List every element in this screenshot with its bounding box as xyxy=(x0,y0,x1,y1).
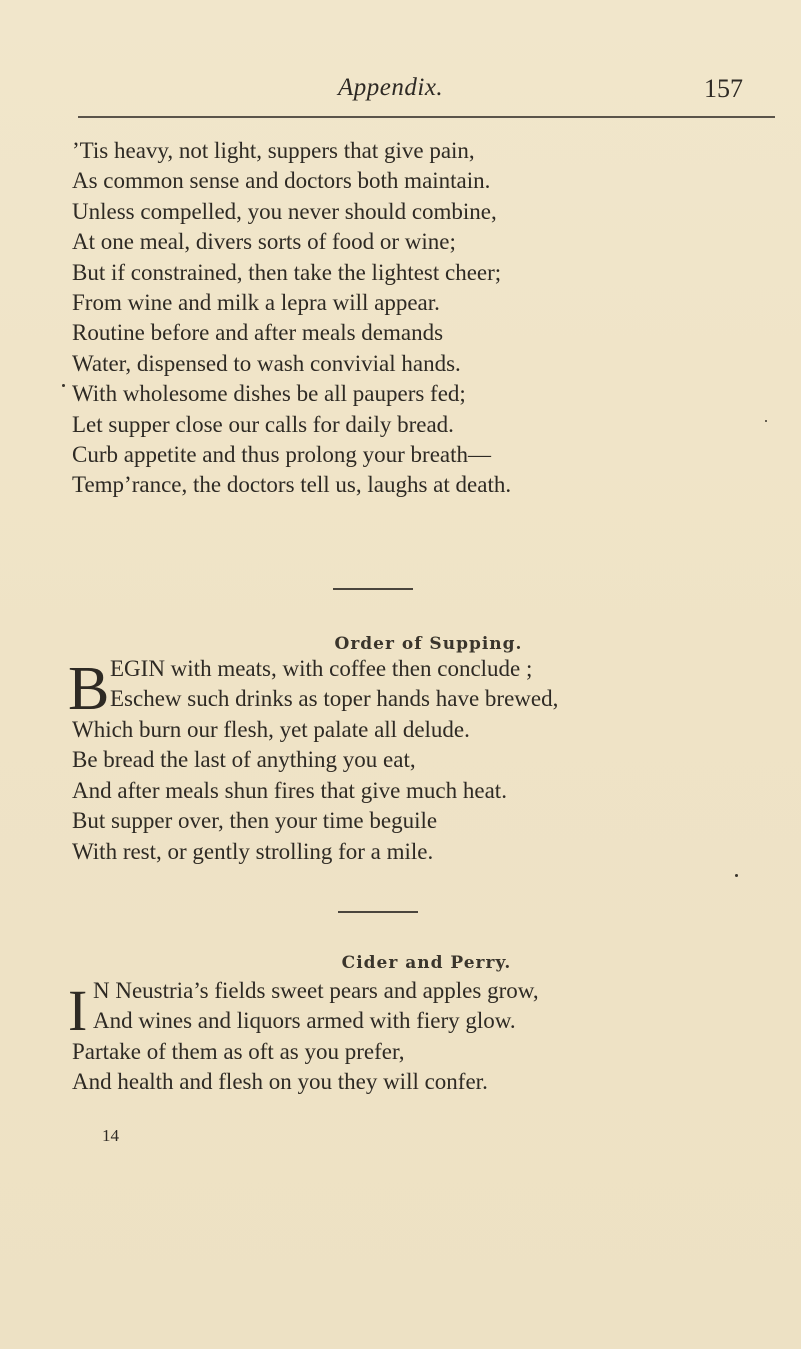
verse-line: With wholesome dishes be all paupers fed; xyxy=(72,381,466,407)
verse-line: And wines and liquors armed with fiery glow. xyxy=(93,1008,516,1034)
verse-line: But supper over, then your time beguile xyxy=(72,808,438,834)
verse-line: With rest, or gently strolling for a mile. xyxy=(72,838,434,864)
verse-line: EGIN with meats, with coffee then conclude ; xyxy=(110,656,533,681)
verse-line: As common sense and doctors both maintain. xyxy=(72,168,491,194)
verse-line: Temp’rance, the doctors tell us, laughs at death. xyxy=(72,472,512,498)
stanza-1 xyxy=(72,136,511,501)
verse-line: N Neustria’s fields sweet pears and apples grow, xyxy=(93,978,539,1003)
verse-line: And after meals shun fires that give much heat. xyxy=(72,777,507,803)
section-divider-1 xyxy=(333,588,413,590)
verse-line: From wine and milk a lepra will appear. xyxy=(72,289,440,315)
verse-line: Unless compelled, you never should combine, xyxy=(72,198,497,224)
verse-line: Water, dispensed to wash convivial hands. xyxy=(72,350,461,376)
verse-line: ’Tis heavy, not light, suppers that give pain, xyxy=(72,138,475,163)
section-heading-cider: Cider and Perry. xyxy=(341,953,512,973)
signature-mark: 14 xyxy=(102,1126,119,1145)
ink-speck xyxy=(765,420,767,422)
running-title: Appendix. xyxy=(338,74,444,101)
section-divider-2 xyxy=(338,911,418,913)
section-3-opening-lines xyxy=(93,976,539,1037)
section-2-opening-lines xyxy=(110,654,558,715)
verse-line: And health and flesh on you they will confer. xyxy=(72,1069,488,1095)
header-rule xyxy=(78,116,775,118)
verse-line: Curb appetite and thus prolong your breath— xyxy=(72,441,492,467)
ink-speck xyxy=(62,384,65,387)
verse-line: At one meal, divers sorts of food or wine; xyxy=(72,229,456,255)
verse-line: Routine before and after meals demands xyxy=(72,320,444,346)
stanza-2 xyxy=(72,715,507,867)
section-heading-supping: Order of Supping. xyxy=(334,634,523,654)
verse-line: Be bread the last of anything you eat, xyxy=(72,747,416,773)
verse-line: Let supper close our calls for daily bread. xyxy=(72,411,454,437)
ink-speck xyxy=(735,874,738,877)
drop-capital-b: B xyxy=(68,655,110,723)
verse-line: But if constrained, then take the lightest cheer; xyxy=(72,259,502,285)
verse-line: Eschew such drinks as toper hands have brewed, xyxy=(110,686,559,712)
drop-capital-i: I xyxy=(68,978,88,1043)
verse-line: Which burn our flesh, yet palate all delude. xyxy=(72,717,470,742)
stanza-3 xyxy=(72,1037,488,1098)
page-number: 157 xyxy=(704,74,743,103)
verse-line: Partake of them as oft as you prefer, xyxy=(72,1039,405,1064)
running-head xyxy=(0,74,801,114)
